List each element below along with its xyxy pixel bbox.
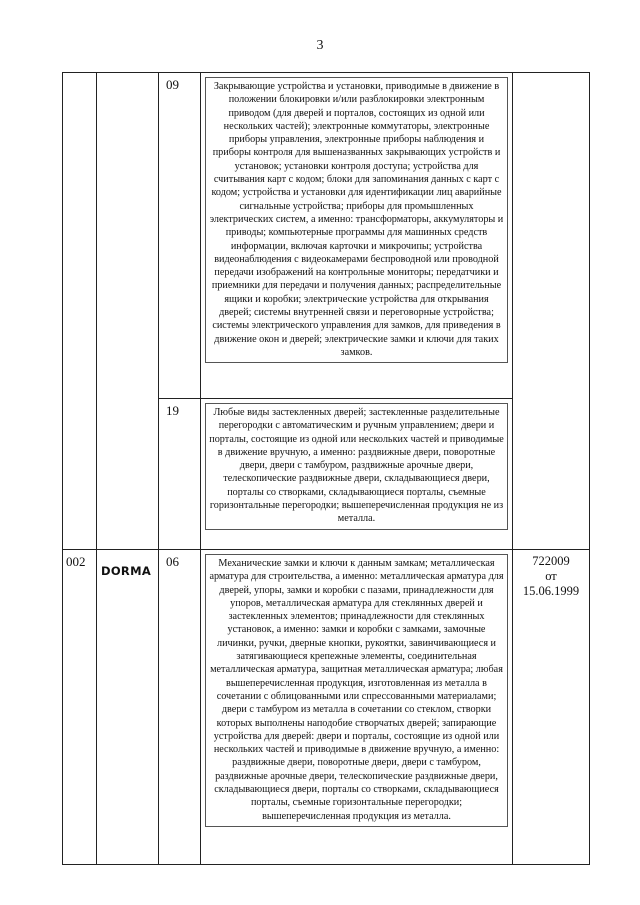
- goods-cell: [201, 399, 513, 550]
- class-number: 09: [159, 73, 201, 399]
- registration-date: 15.06.1999: [522, 584, 580, 598]
- page-number: 3: [316, 38, 324, 53]
- class-number: 19: [159, 399, 201, 550]
- registration-number: 722009: [532, 554, 570, 568]
- registration-cell: [513, 550, 590, 865]
- trademark-table: [62, 72, 590, 865]
- goods-cell: [201, 73, 513, 399]
- goods-description: Любые виды застекленных дверей; застекленные разделительные перегородки с автоматическим и ручным управлением; двери и порталы, состоящие из одной или нескольких частей и приводимые в движение вручную, а именно: раздвижные двери, поворотные двери, двери с тамбуром, раздвижные арочные двери, телескопические раздвижные двери, складывающиеся двери, порталы со створками, складывающиеся порталы, съемные горизонтальные перегородки; вышеперечисленная продукция не из металла.: [205, 403, 508, 530]
- class-number: 06: [159, 550, 201, 865]
- mark-cell: [97, 73, 159, 550]
- table-row: [63, 550, 590, 865]
- goods-cell: [201, 550, 513, 865]
- table-row: [63, 73, 590, 399]
- trademark-logo: DORMA: [97, 550, 159, 865]
- goods-description: Закрывающие устройства и установки, приводимые в движение в положении блокировки и/или разблокировки электронным приводом (для дверей и порталов, состоящих из одной или нескольких частей); электронные коммутаторы, электронные приборы управления, электронные приборы наблюдения и приборы контроля для вышеназванных закрывающих устройств и установок; установки контроля доступа; устройства для считывания карт с кодом; блоки для запоминания данных с карт с кодом; устройства и установки для идентификации лиц аварийные сигнальные устройства; приборы для промышленных электрических систем, а именно: трансформаторы, аккумуляторы и приводы; компьютерные программы для машинных средств информации, включая карточки и микрочипы; устройства видеонаблюдения с видеокамерами беспроводной или проводной передачи изображений на контрольные мониторы; передатчики и приемники для передачи и получения данных; распределительные ящики и коробки; электрические устройства для открывания дверей; системы внутренней связи и переговорные устройства; системы электрического управления для замков, для приведения в движение окон и дверей; электрические замки и ключи для таких замков.: [205, 77, 508, 363]
- registration-cell: [513, 73, 590, 550]
- registration-from: от: [545, 569, 557, 583]
- entry-number-cell: 002: [63, 550, 97, 865]
- entry-number-cell: [63, 73, 97, 550]
- goods-description: Механические замки и ключи к данным замкам; металлическая арматура для строительства, а именно: металлическая арматура для дверей, упоры, замки и коробки с пазами, принадлежности для упоров, металлическая арматура для стеклянных дверей и застекленных элементов; принадлежности для стеклянных установок, а именно: замки и коробки с замками, замочные личинки, ручки, дверные кнопки, рукоятки, завинчивающиеся и затягивающиеся крепежные элементы, соединительная металлическая арматура, защитная металлическая арматура; любая вышеперечисленная продукция, изготовленная из металла в сочетании с облицованными или спрессованными материалами; двери с тамбуром из металла в сочетании со стеклом, створки которых выполнены наподобие створчатых дверей; запирающие устройства для дверей: двери и порталы, состоящие из одной или нескольких частей и приводимые в движение вручную, а именно: раздвижные двери, поворотные двери, двери с тамбуром, раздвижные арочные двери, телескопические раздвижные двери, складывающиеся двери, порталы со створками, складывающиеся порталы, съемные горизонтальные перегородки; вышеперечисленная продукция из металла.: [205, 554, 508, 827]
